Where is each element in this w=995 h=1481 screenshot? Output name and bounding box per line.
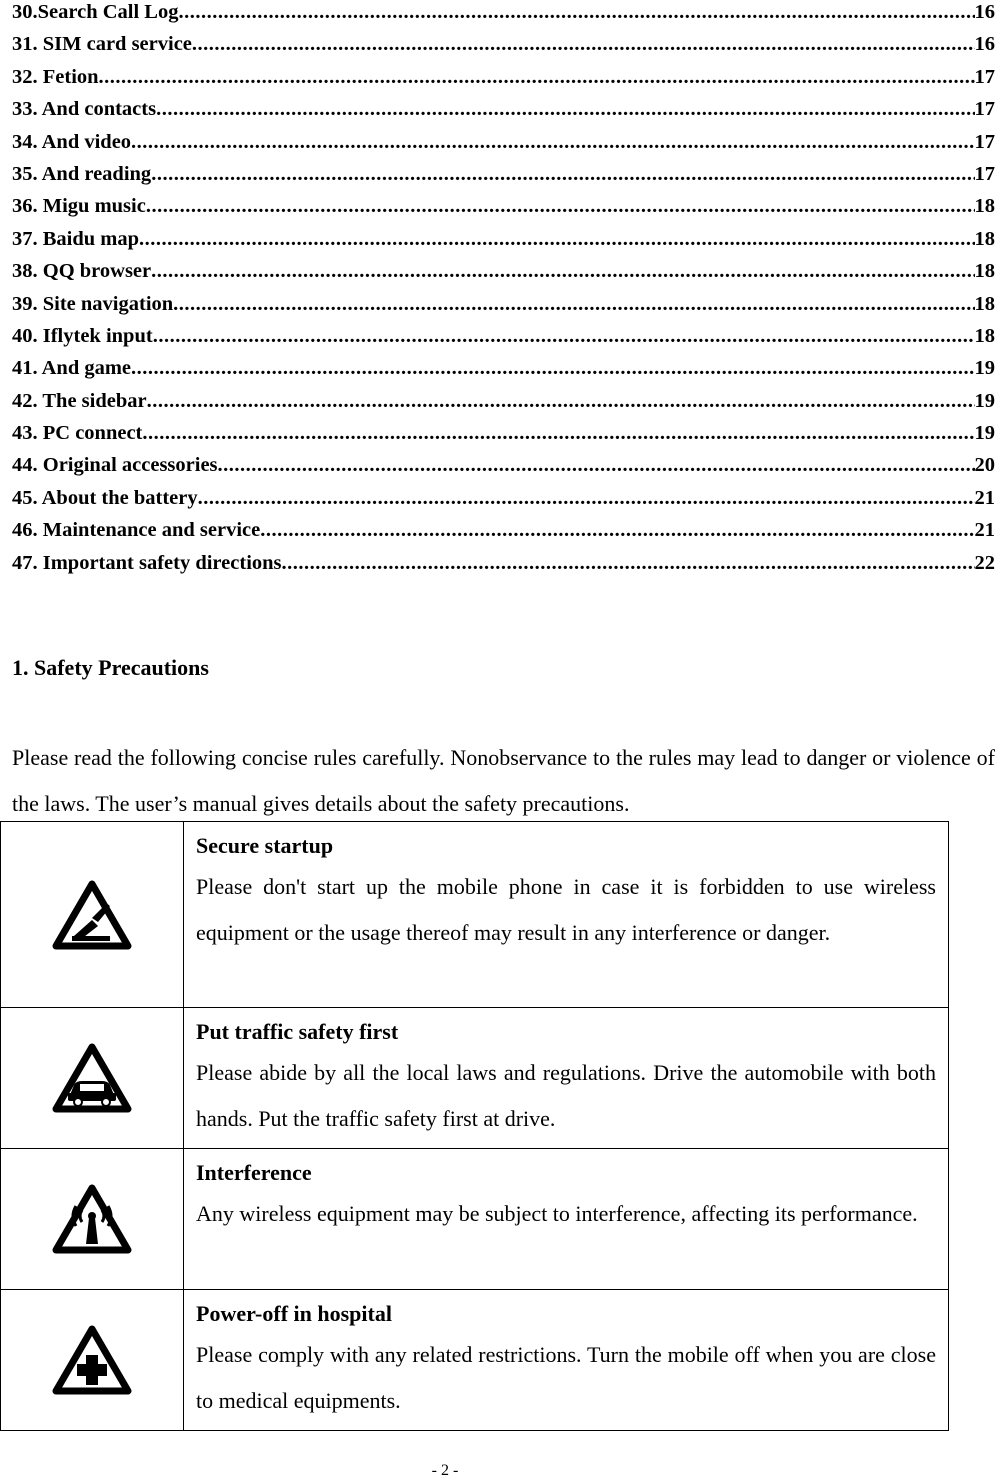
toc-entry-page: 21 bbox=[974, 519, 995, 542]
toc-entry bbox=[12, 194, 995, 226]
text-cell bbox=[184, 1008, 949, 1149]
toc-entry-page: 18 bbox=[974, 227, 995, 250]
toc-entry-page: 20 bbox=[974, 454, 995, 477]
toc-leader-dots bbox=[151, 259, 974, 284]
toc-entry bbox=[12, 32, 995, 64]
toc-entry-page: 18 bbox=[974, 292, 995, 315]
section-heading: 1. Safety Precautions bbox=[12, 655, 209, 680]
toc-entry bbox=[12, 551, 995, 583]
toc-entry-page: 18 bbox=[974, 195, 995, 218]
item-description: Please don't start up the mobile phone in case it is forbidden to use wireless equipment or the usage thereof may result in any interference or danger. bbox=[196, 874, 936, 945]
toc-entry bbox=[12, 259, 995, 291]
icon-cell bbox=[1, 1149, 184, 1290]
toc-entry-title: 44. Original accessories bbox=[12, 454, 218, 477]
toc-entry-page: 18 bbox=[974, 260, 995, 283]
toc-leader-dots bbox=[131, 356, 974, 381]
toc-entry bbox=[12, 227, 995, 259]
toc-entry-title: 39. Site navigation bbox=[12, 292, 174, 315]
toc-entry-title: 33. And contacts bbox=[12, 98, 157, 121]
table-row bbox=[1, 1290, 949, 1431]
toc-entry-page: 17 bbox=[974, 162, 995, 185]
table-of-contents bbox=[12, 0, 995, 583]
toc-leader-dots bbox=[173, 292, 974, 317]
toc-entry-page: 16 bbox=[974, 33, 995, 56]
icon-cell bbox=[1, 1290, 184, 1431]
toc-leader-dots bbox=[218, 453, 975, 478]
toc-entry-page: 21 bbox=[974, 486, 995, 509]
toc-entry-page: 17 bbox=[974, 130, 995, 153]
toc-entry-title: 45. About the battery bbox=[12, 486, 198, 509]
item-title: Secure startup bbox=[196, 833, 334, 858]
toc-entry bbox=[12, 356, 995, 388]
toc-entry-page: 17 bbox=[974, 65, 995, 88]
toc-leader-dots bbox=[151, 162, 974, 187]
toc-entry-page: 18 bbox=[974, 324, 995, 347]
toc-entry bbox=[12, 65, 995, 97]
toc-leader-dots bbox=[282, 551, 975, 576]
toc-entry-page: 19 bbox=[974, 389, 995, 412]
toc-entry bbox=[12, 453, 995, 485]
toc-entry-title: 43. PC connect bbox=[12, 422, 143, 445]
toc-entry bbox=[12, 518, 995, 550]
table-row bbox=[1, 1149, 949, 1290]
item-description: Please comply with any related restrictions. Turn the mobile off when you are close to medical equipments. bbox=[196, 1342, 936, 1413]
text-cell bbox=[184, 822, 949, 1008]
toc-leader-dots bbox=[260, 518, 974, 543]
toc-entry-title: 40. Iflytek input bbox=[12, 324, 153, 347]
table-row bbox=[1, 822, 949, 1008]
toc-entry-page: 16 bbox=[974, 1, 995, 23]
toc-leader-dots bbox=[198, 486, 975, 511]
toc-leader-dots bbox=[192, 32, 975, 57]
hospital-icon bbox=[2, 1325, 182, 1395]
toc-entry bbox=[12, 389, 995, 421]
toc-entry bbox=[12, 130, 995, 162]
item-title: Put traffic safety first bbox=[196, 1019, 399, 1044]
toc-leader-dots bbox=[131, 130, 974, 155]
toc-entry-page: 19 bbox=[974, 422, 995, 445]
toc-leader-dots bbox=[142, 421, 974, 446]
traffic-safety-icon bbox=[2, 1043, 182, 1113]
text-cell bbox=[184, 1149, 949, 1290]
toc-entry-title: 41. And game bbox=[12, 357, 132, 380]
toc-entry-page: 22 bbox=[974, 551, 995, 574]
toc-entry-page: 17 bbox=[974, 98, 995, 121]
toc-entry-title: 37. Baidu map bbox=[12, 227, 140, 250]
page-number: - 2 - bbox=[431, 1462, 459, 1479]
toc-leader-dots bbox=[99, 65, 975, 90]
toc-entry bbox=[12, 292, 995, 324]
toc-entry bbox=[12, 0, 995, 32]
toc-leader-dots bbox=[178, 0, 974, 25]
toc-leader-dots bbox=[156, 97, 974, 122]
secure-startup-icon bbox=[2, 880, 182, 950]
toc-entry-title: 36. Migu music bbox=[12, 195, 146, 218]
toc-entry-title: 46. Maintenance and service bbox=[12, 519, 261, 542]
toc-leader-dots bbox=[146, 194, 975, 219]
icon-cell bbox=[1, 822, 184, 1008]
toc-entry-title: 38. QQ browser bbox=[12, 260, 152, 283]
item-description: Any wireless equipment may be subject to interference, affecting its performance. bbox=[196, 1201, 918, 1226]
toc-entry bbox=[12, 162, 995, 194]
toc-entry-title: 31. SIM card service bbox=[12, 33, 192, 56]
toc-entry bbox=[12, 97, 995, 129]
safety-precautions-table bbox=[0, 821, 949, 1431]
toc-leader-dots bbox=[147, 389, 975, 414]
toc-leader-dots bbox=[153, 324, 975, 349]
toc-entry-title: 30.Search Call Log bbox=[12, 1, 179, 23]
toc-entry-title: 42. The sidebar bbox=[12, 389, 147, 412]
toc-entry bbox=[12, 324, 995, 356]
toc-entry-page: 19 bbox=[974, 357, 995, 380]
toc-leader-dots bbox=[139, 227, 974, 252]
toc-entry-title: 32. Fetion bbox=[12, 65, 99, 88]
icon-cell bbox=[1, 1008, 184, 1149]
toc-entry-title: 34. And video bbox=[12, 130, 132, 153]
intro-paragraph: Please read the following concise rules carefully. Nonobservance to the rules may lead to danger or violence of the laws. The user’s manual gives details about the safety precautions. bbox=[12, 745, 995, 816]
interference-icon bbox=[2, 1184, 182, 1254]
toc-entry-title: 35. And reading bbox=[12, 162, 152, 185]
toc-entry-title: 47. Important safety directions bbox=[12, 551, 282, 574]
item-title: Interference bbox=[196, 1160, 312, 1185]
item-title: Power-off in hospital bbox=[196, 1301, 392, 1326]
toc-entry bbox=[12, 421, 995, 453]
text-cell bbox=[184, 1290, 949, 1431]
table-row bbox=[1, 1008, 949, 1149]
item-description: Please abide by all the local laws and regulations. Drive the automobile with both hands. Put the traffic safety first at drive. bbox=[196, 1060, 936, 1131]
toc-entry bbox=[12, 486, 995, 518]
